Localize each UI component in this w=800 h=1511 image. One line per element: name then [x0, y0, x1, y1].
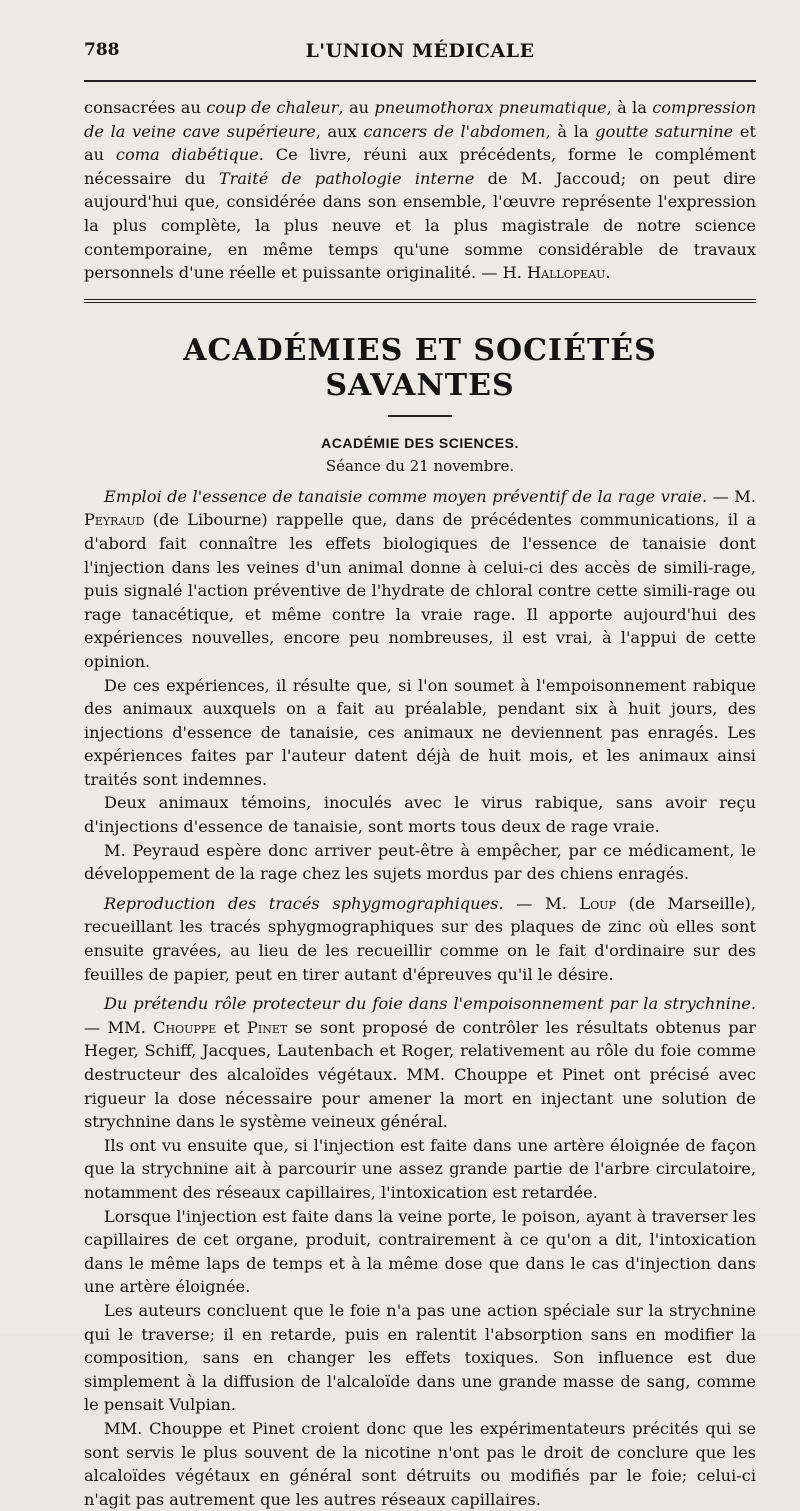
article-tanaisie-p2: De ces expériences, il résulte que, si l'on soumet à l'empoisonnement rabique des animaux auxquels on a fait au préalable, pendant six à huit jours, des injections d'essence de tanaisie, ces animaux ne deviennent pas enragés. Les expériences faites par l'auteur datent déjà de huit mois, et les animaux ainsi traités sont indemnes.	[84, 675, 756, 789]
author-name: Loup	[579, 893, 616, 913]
signature: Hallopeau.	[527, 263, 611, 283]
author-name: Pinet	[247, 1017, 288, 1037]
section-title: ACADÉMIES ET SOCIÉTÉS SAVANTES	[183, 332, 657, 403]
page-number: 788	[84, 40, 120, 60]
article-tanaisie-p3: Deux animaux témoins, inoculés avec le virus rabique, sans avoir reçu d'injections d'essence de tanaisie, sont morts tous deux de rage vraie.	[84, 793, 756, 837]
running-title: L'UNION MÉDICALE	[305, 40, 535, 62]
page-header	[84, 40, 756, 78]
author-name: Peyraud	[84, 510, 145, 530]
article-sphygmo-p1: Reproduction des tracés sphygmographiques. — M. Loup (de Marseille), recueillant les tracés sphygmographiques sur des plaques de zinc où elles sont ensuite gravées, au lieu de les recueillir comme on le fait d'ordinaire sur des feuilles de papier, peut en tirer autant d'épreuves qu'il le désire.	[84, 893, 756, 984]
section-divider	[84, 299, 756, 303]
title-underline	[388, 415, 452, 417]
article-strychnine-p3: Lorsque l'injection est faite dans la veine porte, le poison, ayant à traverser les capillaires de cet organe, produit, contrairement à ce qu'on a dit, l'intoxication dans le même laps de temps et à la même dose que dans le cas d'injection dans une artère éloignée.	[84, 1206, 756, 1297]
intro-paragraph: consacrées au coup de chaleur, au pneumothorax pneumatique, à la compression de la veine cave supérieure, aux cancers de l'abdomen, à la goutte saturnine et au coma diabétique. Ce livre, réuni aux précédents, forme le complément nécessaire du Traité de pathologie interne de M. Jaccoud; on peut dire aujourd'hui que, considérée dans son ensemble, l'œuvre représente l'expression la plus complète, la plus neuve et la plus magistrale de notre science contemporaine, en même temps qu'une somme considérable de travaux personnels d'une réelle et puissante originalité. — H. Hallopeau.	[84, 98, 757, 283]
header-rule	[84, 80, 756, 82]
session-date: Séance du 21 novembre.	[325, 456, 515, 475]
article-title: Du prétendu rôle protecteur du foie dans l'empoisonnement par la strychnine.	[104, 994, 756, 1014]
article-strychnine-p5: MM. Chouppe et Pinet croient donc que les expérimentateurs précités qui se sont servis le plus souvent de la nicotine n'ont pas le droit de conclure que les alcaloïdes végétaux en général sont détruits ou modifiés par le foie; celui-ci n'agit pas autrement que les autres réseaux capillaires.	[84, 1418, 756, 1509]
article-tanaisie-p4: M. Peyraud espère donc arriver peut-être à empêcher, par ce médicament, le développement de la rage chez les sujets mordus par des chiens enragés.	[84, 840, 756, 884]
author-name: Chouppe	[153, 1017, 217, 1037]
article-tanaisie-p1: Emploi de l'essence de tanaisie comme moyen préventif de la rage vraie. — M. Peyraud (de Libourne) rappelle que, dans de précédentes communications, il a d'abord fait connaître les effets biologiques de l'essence de tanaisie dont l'injection dans les veines d'un animal donne à celui-ci des accès de simili-rage, puis signalé l'action préventive de l'hydrate de chloral contre cette simili-rage ou rage tanacétique, et même contre la vraie rage. Il apporte aujourd'hui des expériences nouvelles, encore peu nombreuses, il est vrai, à l'appui de cette opinion.	[84, 486, 756, 671]
article-title: Emploi de l'essence de tanaisie comme moyen préventif de la rage vraie.	[104, 486, 708, 506]
article-strychnine-p2: Ils ont vu ensuite que, si l'injection est faite dans une artère éloignée de façon que la strychnine ait à parcourir une assez grande partie de l'arbre circulatoire, notamment des réseaux capillaires, l'intoxication est retardée.	[84, 1135, 756, 1202]
article-title: Reproduction des tracés sphygmographiques.	[104, 893, 504, 913]
article-strychnine-p4: Les auteurs concluent que le foie n'a pas une action spéciale sur la strychnine qui le traverse; il en retarde, puis en ralentit l'absorption sans en modifier la composition, sans en changer les effets toxiques. Son influence est due simplement à la diffusion de l'alcaloïde dans une grande masse de sang, comme le pensait Vulpian.	[84, 1300, 756, 1415]
article-strychnine-p1: Du prétendu rôle protecteur du foie dans l'empoisonnement par la strychnine. — MM. Chouppe et Pinet se sont proposé de contrôler les résultats obtenus par Heger, Schiff, Jacques, Lautenbach et Roger, relativement au rôle du foie comme destructeur des alcaloïdes végétaux. MM. Chouppe et Pinet ont précisé avec rigueur la dose nécessaire pour amener la mort en injectant une solution de strychnine dans le système veineux général.	[84, 994, 756, 1132]
academy-heading: ACADÉMIE DES SCIENCES.	[321, 434, 519, 451]
